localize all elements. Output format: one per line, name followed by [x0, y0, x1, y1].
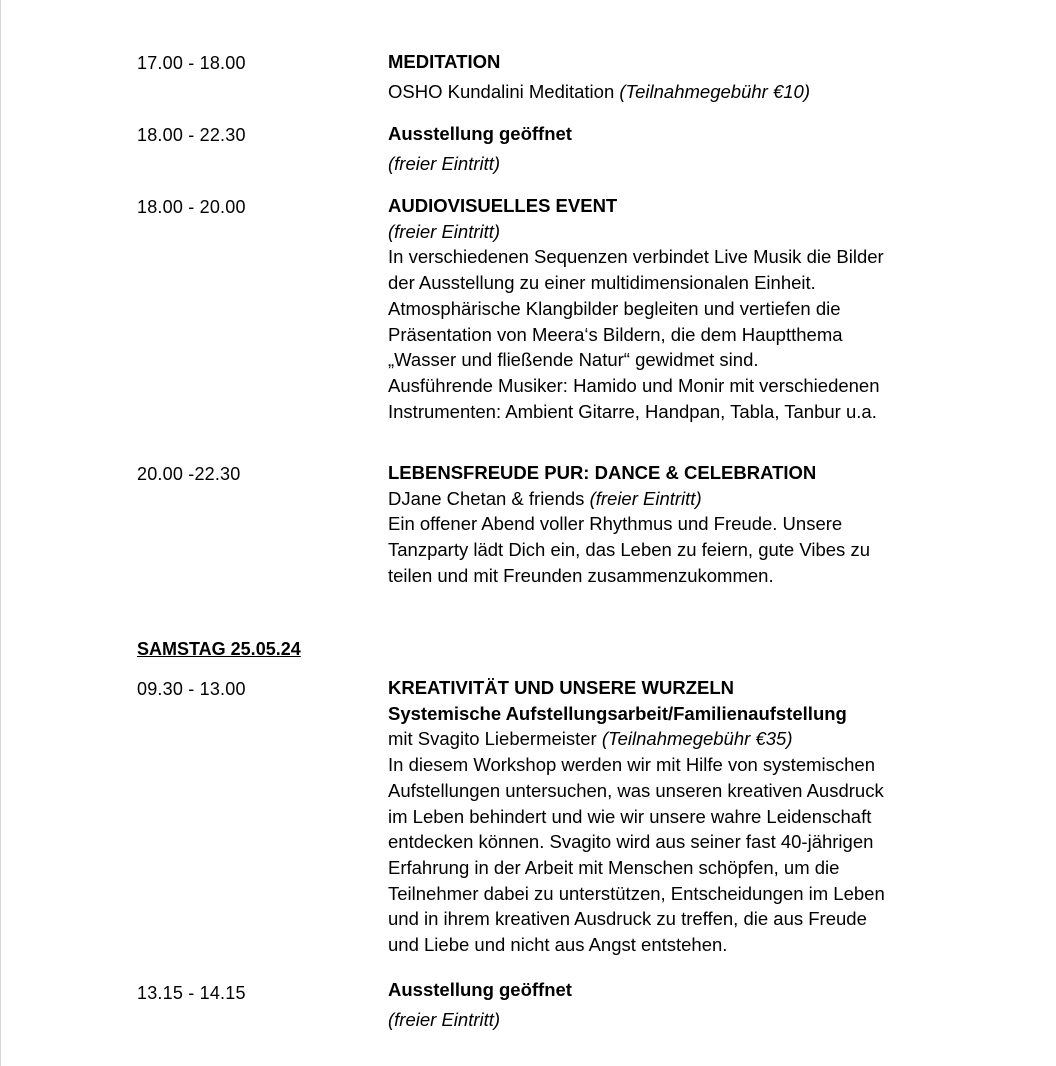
event-description-line: Instrumenten: Ambient Gitarre, Handpan, Tabla, Tanbur u.a.: [388, 400, 877, 422]
event-description-line: entdecken können. Svagito wird aus seiner fast 40-jährigen: [388, 831, 874, 853]
event-admission-note: (freier Eintritt): [589, 487, 702, 509]
event-time: 09.30 - 13.00: [137, 679, 246, 699]
event-subtitle: Systemische Aufstellungsarbeit/Familienaufstellung: [388, 702, 847, 724]
event-time: 20.00 -22.30: [137, 464, 241, 484]
event-admission-note: (freier Eintritt): [388, 152, 501, 174]
event-admission-note: (freier Eintritt): [388, 220, 501, 242]
event-time: 13.15 - 14.15: [137, 983, 246, 1003]
event-fee-note: (Teilnahmegebühr €10): [619, 80, 810, 102]
event-description-line: der Ausstellung zu einer multidimensionalen Einheit.: [388, 272, 816, 294]
event-meditation: [388, 49, 948, 104]
event-exhibition: [388, 977, 948, 1032]
event-description-line: Aufstellungen untersuchen, was unseren kreativen Ausdruck: [388, 779, 884, 801]
event-description-line: Präsentation von Meera‘s Bildern, die dem Hauptthema: [388, 323, 843, 345]
event-title: LEBENSFREUDE PUR: DANCE & CELEBRATION: [388, 462, 817, 483]
event-time: 18.00 - 22.30: [137, 125, 246, 145]
event-creativity-workshop: [388, 675, 948, 958]
event-detail-text: mit Svagito Liebermeister: [388, 728, 602, 750]
event-audiovisual: [388, 193, 948, 424]
day-heading: SAMSTAG 25.05.24: [137, 639, 301, 659]
event-title: Ausstellung geöffnet: [388, 123, 572, 144]
event-fee-note: (Teilnahmegebühr €35): [601, 728, 793, 750]
event-description-line: „Wasser und fließende Natur“ gewidmet sind.: [388, 349, 759, 371]
event-time: 17.00 - 18.00: [137, 53, 246, 73]
event-description-line: Teilnehmer dabei zu unterstützen, Entscheidungen im Leben: [388, 882, 885, 904]
event-detail-line: [388, 79, 948, 105]
event-title: AUDIOVISUELLES EVENT: [388, 195, 618, 216]
event-time: 18.00 - 20.00: [137, 197, 246, 217]
event-description-line: im Leben behindert und wie wir unsere wahre Leidenschaft: [388, 805, 872, 827]
event-admission-note: (freier Eintritt): [388, 1008, 501, 1030]
event-detail-line: [388, 726, 948, 752]
event-title: KREATIVITÄT UND UNSERE WURZELN: [388, 677, 735, 698]
event-description-line: Atmosphärische Klangbilder begleiten und vertiefen die: [388, 297, 841, 319]
event-detail-line: [388, 486, 948, 512]
event-exhibition: [388, 121, 948, 176]
event-description-line: teilen und mit Freunden zusammenzukommen.: [388, 564, 774, 586]
event-title: Ausstellung geöffnet: [388, 979, 572, 1000]
event-title: MEDITATION: [388, 51, 501, 72]
event-detail-text: DJane Chetan & friends: [388, 487, 590, 509]
event-description-line: und in ihrem kreativen Ausdruck zu treffen, die aus Freude: [388, 908, 867, 930]
event-description-line: In verschiedenen Sequenzen verbindet Live Musik die Bilder: [388, 246, 884, 268]
event-description-line: In diesem Workshop werden wir mit Hilfe von systemischen: [388, 754, 875, 776]
event-detail-text: OSHO Kundalini Meditation: [388, 80, 620, 102]
event-description-line: Erfahrung in der Arbeit mit Menschen schöpfen, um die: [388, 856, 840, 878]
event-description-line: Tanzparty lädt Dich ein, das Leben zu feiern, gute Vibes zu: [388, 539, 870, 561]
event-dance-celebration: [388, 460, 948, 589]
event-description-line: Ein offener Abend voller Rhythmus und Freude. Unsere: [388, 513, 843, 535]
event-description-line: und Liebe und nicht aus Angst entstehen.: [388, 934, 728, 956]
event-description-line: Ausführende Musiker: Hamido und Monir mit verschiedenen: [388, 374, 880, 396]
